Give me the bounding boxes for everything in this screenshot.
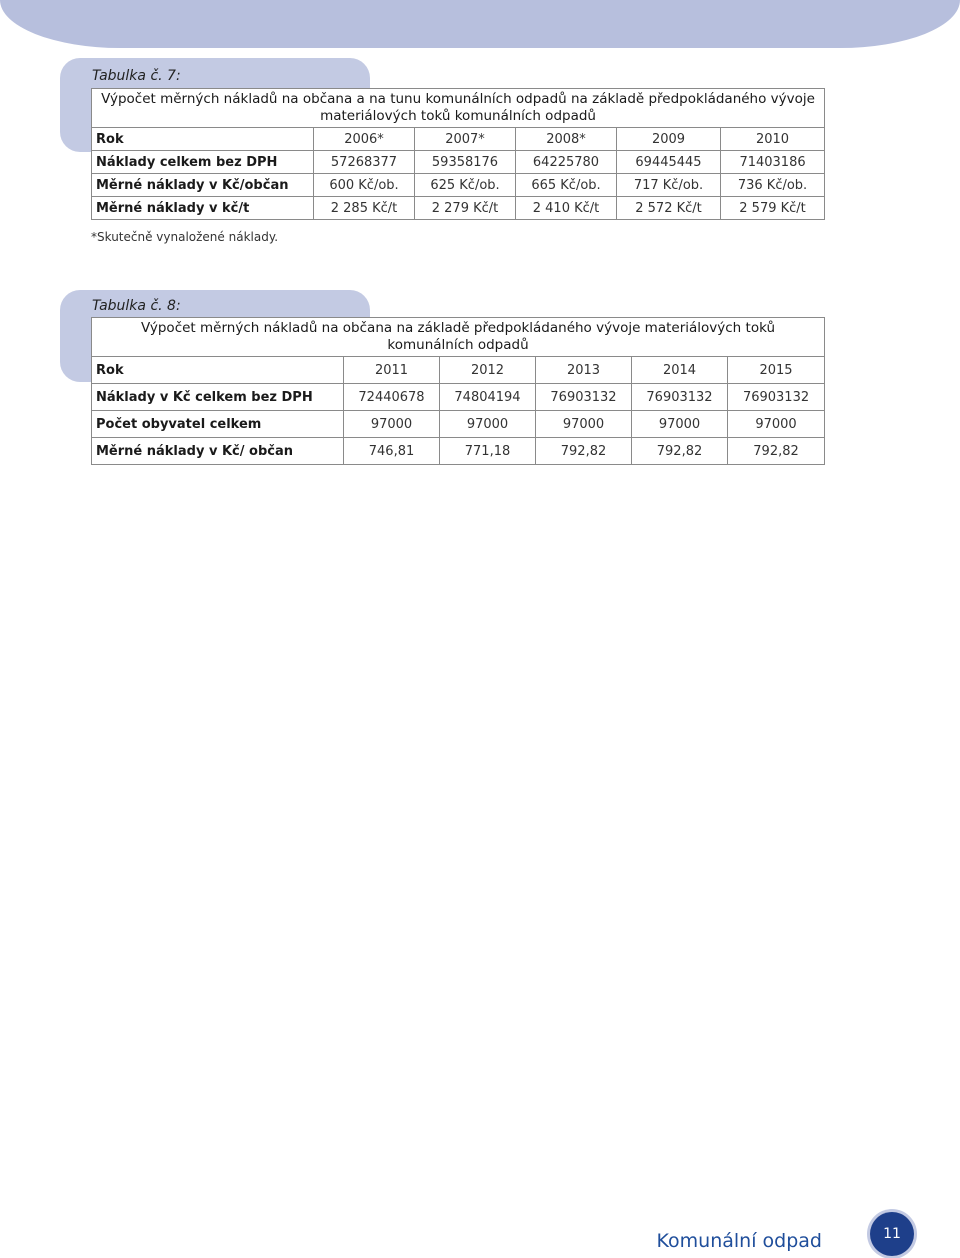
table8-title: Výpočet měrných nákladů na občana na základě předpokládaného vývoje materiálových toků komunálních odpadů: [92, 318, 825, 357]
row-label: Rok: [92, 357, 344, 384]
table-cell: 2008*: [516, 128, 617, 151]
table-cell: 2011: [344, 357, 440, 384]
row-label: Měrné náklady v Kč/ občan: [92, 438, 344, 465]
table8: [91, 317, 825, 465]
table-cell: 2 579 Kč/t: [721, 197, 825, 220]
table-cell: 76903132: [536, 384, 632, 411]
table-cell: 792,82: [632, 438, 728, 465]
table-cell: 76903132: [728, 384, 825, 411]
table-cell: 64225780: [516, 151, 617, 174]
table7: [91, 88, 825, 220]
table-row: [92, 438, 825, 465]
page-number: 11: [883, 1226, 901, 1242]
table-cell: 2015: [728, 357, 825, 384]
table-cell: 74804194: [440, 384, 536, 411]
table-cell: 600 Kč/ob.: [314, 174, 415, 197]
table-row: [92, 357, 825, 384]
row-label: Počet obyvatel celkem: [92, 411, 344, 438]
row-label: Měrné náklady v Kč/občan: [92, 174, 314, 197]
table-cell: 97000: [728, 411, 825, 438]
table-cell: 792,82: [728, 438, 825, 465]
table-cell: 57268377: [314, 151, 415, 174]
table-row: [92, 411, 825, 438]
table-cell: 665 Kč/ob.: [516, 174, 617, 197]
table7-caption: Tabulka č. 7:: [92, 68, 181, 84]
table-cell: 59358176: [415, 151, 516, 174]
table-cell: 97000: [632, 411, 728, 438]
table-cell: 792,82: [536, 438, 632, 465]
top-decor-band: [0, 0, 960, 48]
table-cell: 97000: [344, 411, 440, 438]
table-cell: 2010: [721, 128, 825, 151]
table-cell: 771,18: [440, 438, 536, 465]
table-row: [92, 174, 825, 197]
table-cell: 2012: [440, 357, 536, 384]
table-cell: 71403186: [721, 151, 825, 174]
table-cell: 2007*: [415, 128, 516, 151]
table-cell: 2013: [536, 357, 632, 384]
table-cell: 2 572 Kč/t: [617, 197, 721, 220]
table7-title: Výpočet měrných nákladů na občana a na tunu komunálních odpadů na základě předpokládaného vývoje materiálových toků komunálních odpadů: [92, 89, 825, 128]
row-label: Měrné náklady v kč/t: [92, 197, 314, 220]
table-row: [92, 151, 825, 174]
table8-tab-side: [60, 320, 92, 382]
table8-caption: Tabulka č. 8:: [92, 298, 181, 314]
table-cell: 736 Kč/ob.: [721, 174, 825, 197]
table-cell: 2 285 Kč/t: [314, 197, 415, 220]
row-label: Náklady celkem bez DPH: [92, 151, 314, 174]
table-cell: 625 Kč/ob.: [415, 174, 516, 197]
table-cell: 2014: [632, 357, 728, 384]
page-number-badge: [870, 1212, 914, 1256]
table-row: [92, 197, 825, 220]
table-cell: 746,81: [344, 438, 440, 465]
row-label: Rok: [92, 128, 314, 151]
table-cell: 72440678: [344, 384, 440, 411]
table-cell: 2 410 Kč/t: [516, 197, 617, 220]
table-cell: 97000: [440, 411, 536, 438]
table7-tab-side: [60, 90, 92, 152]
table-row: [92, 128, 825, 151]
table-cell: 97000: [536, 411, 632, 438]
row-label: Náklady v Kč celkem bez DPH: [92, 384, 344, 411]
table-cell: 76903132: [632, 384, 728, 411]
footer-section-title: Komunální odpad: [656, 1230, 822, 1252]
table7-footnote: *Skutečně vynaložené náklady.: [91, 230, 279, 244]
table-cell: 2009: [617, 128, 721, 151]
table-cell: 2006*: [314, 128, 415, 151]
table-cell: 2 279 Kč/t: [415, 197, 516, 220]
table-row: [92, 384, 825, 411]
table-cell: 69445445: [617, 151, 721, 174]
table-cell: 717 Kč/ob.: [617, 174, 721, 197]
